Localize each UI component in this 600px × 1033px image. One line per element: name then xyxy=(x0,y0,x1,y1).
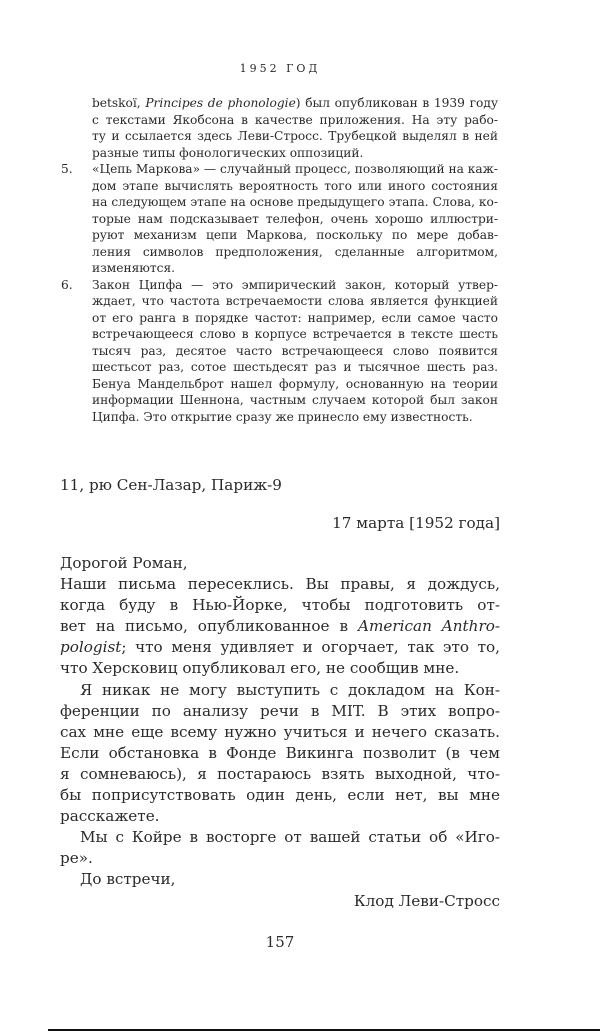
footnote-text: шестьсот раз, сотое шестьдесят раз и тысячное шесть раз. xyxy=(92,360,498,374)
footnote-line xyxy=(92,112,498,129)
footnote-text: ждает, что частота встречаемости слова является функцией xyxy=(92,294,498,308)
signature: Клод Леви-Стросс xyxy=(353,891,500,910)
letter-line xyxy=(60,764,500,785)
letter-address: 11, рю Сен-Лазар, Париж-9 xyxy=(60,476,282,494)
letter-text: я сомневаюсь), я постараюсь взять выходной, что- xyxy=(60,764,500,783)
footnote-text: Principes de phonologie xyxy=(145,96,296,110)
footnote-line xyxy=(92,194,498,211)
letter-line xyxy=(60,806,500,827)
footnote-text: от его ранга в порядке частот: например, если самое часто xyxy=(92,310,498,325)
footnote-line xyxy=(92,178,498,195)
footnote-text: руют механизм цепи Маркова, поскольку по мере добав- xyxy=(92,228,498,242)
footnote-text: разные типы фонологических оппозиций. xyxy=(92,145,364,160)
letter-text: Мы с Койре в восторге от вашей статьи об «Иго- xyxy=(80,828,500,847)
footnote-line xyxy=(92,293,498,310)
letter-text: До встречи, xyxy=(80,870,176,889)
letter-line xyxy=(60,680,500,701)
letter-text: ференции по анализу речи в MIT. В этих вопро- xyxy=(60,701,500,720)
footnote-text: информации Шеннона, частным случаем которой был закон xyxy=(92,393,498,407)
footnote-line xyxy=(92,95,498,112)
letter-line xyxy=(60,595,500,616)
footnote-text: тысяч раз, десятое часто встречающееся слово появится xyxy=(92,343,498,358)
footnote-text: «Цепь Маркова» — случайный процесс, позволяющий на каж- xyxy=(92,162,498,176)
footnote-text: дом этапе вычислять вероятность того или иного состояния xyxy=(92,178,498,193)
italic-title: pologist xyxy=(60,638,122,657)
footnote-text: с текстами Якобсона в качестве приложения. На эту рабо- xyxy=(92,112,498,127)
footnote-line xyxy=(92,260,498,277)
page-number: 157 xyxy=(265,933,295,951)
letter-line xyxy=(60,722,500,743)
footnote-line xyxy=(92,359,498,376)
letter-text: ; что меня удивляет и огорчает, так это то, xyxy=(121,638,500,657)
letter-text: расскажете. xyxy=(60,807,160,826)
footnote-line xyxy=(92,145,498,162)
bottom-rule xyxy=(48,1029,600,1031)
letter-text: бы поприсутствовать один день, если нет, вы мне xyxy=(60,786,500,805)
letter-text: Я никак не могу выступить с докладом на Кон- xyxy=(80,680,500,699)
footnote-number: 6. xyxy=(61,277,73,292)
footnote-text: Ципфа. Это открытие сразу же принесло ему известность. xyxy=(92,409,473,424)
footnote-text: встречающееся слово в корпусе встречается в тексте шесть xyxy=(92,327,498,341)
footnote-line xyxy=(92,392,498,409)
letter-text: что Херсковиц опубликовал его, не сообщив мне. xyxy=(60,659,460,678)
letter-line xyxy=(60,827,500,848)
footnote-line xyxy=(92,376,498,393)
letter-text: когда буду в Нью-Йорке, чтобы подготовить от- xyxy=(60,596,500,615)
letter-line xyxy=(60,848,500,869)
letter-line xyxy=(60,637,500,658)
footnote-text: Бенуа Мандельброт нашел формулу, основанную на теории xyxy=(92,376,498,391)
footnote-line xyxy=(92,128,498,145)
footnotes xyxy=(61,95,498,425)
letter-text: ре». xyxy=(60,849,93,868)
letter-line xyxy=(60,869,500,890)
letter-line xyxy=(60,658,500,679)
letter-text: вет на письмо, опубликованное в xyxy=(60,617,359,636)
footnote-line xyxy=(92,227,498,244)
footnote-line xyxy=(92,244,498,261)
italic-title: American Anthro- xyxy=(358,617,500,636)
footnote-line xyxy=(92,409,498,426)
footnote-line xyxy=(61,277,498,294)
footnote-text: ) был опубликован в 1939 году xyxy=(295,96,498,110)
footnote-line xyxy=(92,326,498,343)
footnote-number: 5. xyxy=(61,162,73,176)
letter-line xyxy=(60,743,500,764)
letter-line xyxy=(60,574,500,595)
letter-text: Наши письма пересеклись. Вы правы, я дождусь, xyxy=(60,575,500,594)
footnote-text: торые нам подсказывает телефон, очень хорошо иллюстри- xyxy=(92,211,498,226)
letter-body xyxy=(60,553,500,912)
footnote-line xyxy=(92,343,498,360)
letter-line xyxy=(60,553,500,574)
letter-text: Если обстановка в Фонде Викинга позволит (в чем xyxy=(60,743,500,762)
footnote-line xyxy=(61,161,498,178)
running-header: 1952 ГОД xyxy=(239,62,321,75)
letter-date: 17 марта [1952 года] xyxy=(332,514,500,532)
footnote-text: на следующем этапе на основе предыдущего этапа. Слова, ко- xyxy=(92,195,498,209)
letter-text: сах мне еще всему нужно учиться и нечего сказать. xyxy=(60,722,500,741)
letter-line xyxy=(60,785,500,806)
letter-text: Дорогой Роман, xyxy=(60,554,188,572)
footnote-text: ления символов предположения, сделанные алгоритмом, xyxy=(92,244,498,259)
letter-line xyxy=(60,701,500,722)
letter-line xyxy=(60,616,500,637)
footnote-line xyxy=(92,310,498,327)
footnote-text: Закон Ципфа — это эмпирический закон, который утвер- xyxy=(92,277,498,292)
footnote-text: ту и ссылается здесь Леви-Стросс. Трубецкой выделял в ней xyxy=(92,129,498,143)
footnote-text: betskoï, xyxy=(92,96,146,110)
footnote-text: изменяются. xyxy=(92,261,176,275)
footnote-line xyxy=(92,211,498,228)
